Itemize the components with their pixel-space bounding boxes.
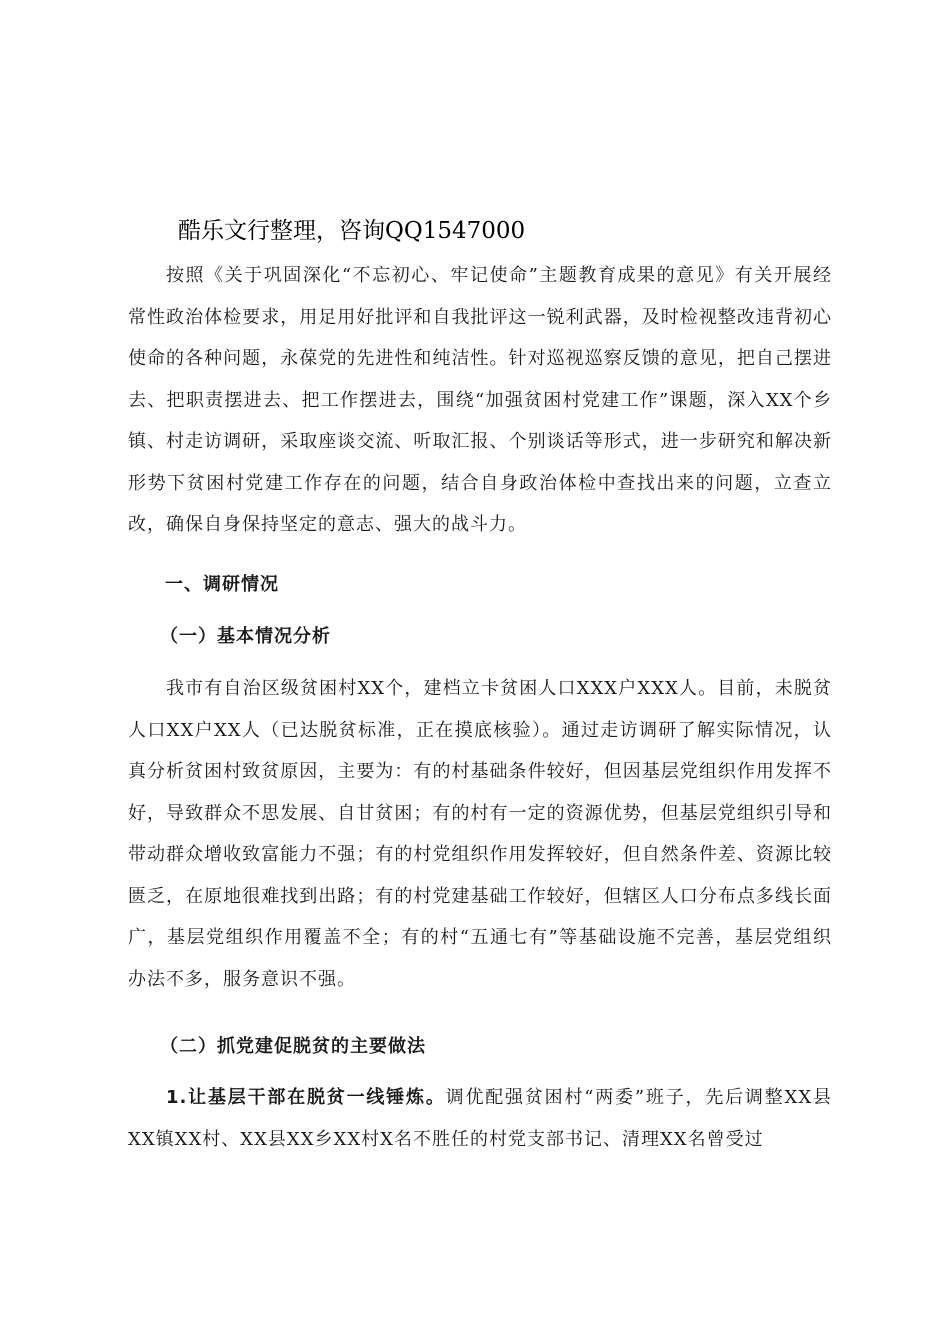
practice-item-1-lead: 1.让基层干部在脱贫一线锤炼。 [166, 1087, 446, 1108]
section-heading: 一、调研情况 [165, 574, 279, 595]
practice-item-1-text: 调优配强贫困村“两委”班子，先后调整XX县XX镇XX村、XX县XX乡XX村X名不胜任的村党支部书记、清理XX名曾受过 [128, 1087, 832, 1150]
practice-item-1 [128, 1077, 832, 1160]
subsection-heading-main-practices: （二）抓党建促脱贫的主要做法 [160, 1036, 426, 1057]
basic-analysis-paragraph: 我市有自治区级贫困村XX个，建档立卡贫困人口XXX户XXX人。目前，未脱贫人口XX户XX人（已达脱贫标准，正在摸底核验）。通过走访调研了解实际情况，认真分析贫困村致贫原因，主要为：有的村基础条件较好，但因基层党组织作用发挥不好，导致群众不思发展、自甘贫困；有的村有一定的资源优势，但基层党组织引导和带动群众增收致富能力不强；有的村党组织作用发挥较好，但自然条件差、资源比较匮乏，在原地很难找到出路；有的村党建基础工作较好，但辖区人口分布点多线长面广，基层党组织作用覆盖不全；有的村“五通七有”等基础设施不完善，基层党组织办法不多，服务意识不强。 [128, 678, 832, 990]
header-note: 酷乐文行整理，咨询QQ1547000 [178, 218, 526, 244]
intro-paragraph: 按照《关于巩固深化“不忘初心、牢记使命”主题教育成果的意见》有关开展经常性政治体检要求，用足用好批评和自我批评这一锐利武器，及时检视整改违背初心使命的各种问题，永葆党的先进性和纯洁性。针对巡视巡察反馈的意见，把自己摆进去、把职责摆进去、把工作摆进去，围绕“加强贫困村党建工作”课题，深入XX个乡镇、村走访调研，采取座谈交流、听取汇报、个别谈话等形式，进一步研究和解决新形势下贫困村党建工作存在的问题，结合自身政治体检中查找出来的问题，立查立改，确保自身保持坚定的意志、强大的战斗力。 [128, 265, 832, 535]
subsection-heading-basic-analysis: （一）基本情况分析 [160, 626, 331, 647]
